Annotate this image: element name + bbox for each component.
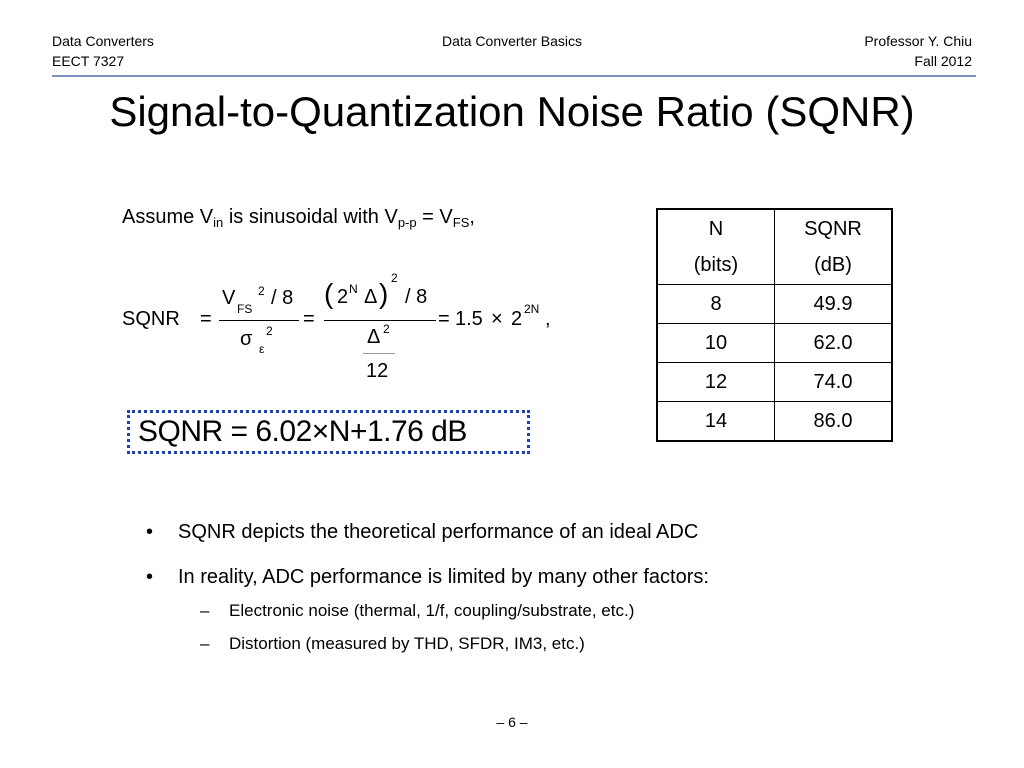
- eq-sq-1: 2: [258, 284, 265, 298]
- cell-sqnr: 86.0: [775, 402, 893, 442]
- eq-div8-2: / 8: [405, 286, 428, 308]
- eq-fs-sub: FS: [237, 302, 253, 316]
- course-name: Data Converters: [52, 33, 154, 49]
- eq-delta-2: Δ: [367, 326, 381, 348]
- table-header-row: [657, 209, 892, 285]
- eq-sq-4: 2: [383, 322, 390, 336]
- table-row: [657, 402, 892, 442]
- lecture-topic: Data Converter Basics: [441, 33, 583, 49]
- eq-equals-2: =: [303, 308, 315, 330]
- table-row: [657, 324, 892, 363]
- sub-bullet-item: Electronic noise (thermal, 1/f, coupling/substrate, etc.): [229, 601, 635, 620]
- boxed-sqnr-formula: [127, 410, 530, 454]
- eq-result-coef: 1.5: [455, 308, 483, 330]
- eq-rparen: ): [379, 278, 389, 309]
- cell-sqnr: 62.0: [775, 324, 893, 363]
- eq-v: V: [222, 287, 236, 309]
- eq-twelve: 12: [366, 360, 389, 382]
- bullet-item: SQNR depicts the theoretical performance of an ideal ADC: [178, 521, 699, 543]
- cell-n: 10: [657, 324, 775, 363]
- sub-bullet-item: Distortion (measured by THD, SFDR, IM3, etc.): [229, 634, 585, 653]
- eq-result-base: 2: [511, 308, 523, 330]
- eq-div8-1: / 8: [271, 287, 294, 309]
- dash-marker: –: [200, 601, 210, 620]
- fraction-bar-3: [363, 353, 395, 354]
- slide-title: Signal-to-Quantization Noise Ratio (SQNR): [109, 88, 915, 135]
- header-sqnr-db: [775, 209, 893, 285]
- instructor-name: Professor Y. Chiu: [864, 33, 972, 49]
- cell-sqnr: 74.0: [775, 363, 893, 402]
- table-row: [657, 363, 892, 402]
- assume-sub-pp: p-p: [397, 215, 417, 230]
- header-sqnr: SQNR: [804, 218, 862, 240]
- eq-lparen: (: [324, 278, 334, 309]
- eq-times: ×: [491, 308, 503, 330]
- fraction-bar-2: [324, 320, 436, 321]
- assume-eq: = V: [416, 206, 453, 228]
- eq-lhs: SQNR: [122, 308, 180, 330]
- bullet-marker: •: [146, 566, 154, 588]
- cell-n: 14: [657, 402, 775, 442]
- header-db: (dB): [814, 254, 852, 276]
- course-code: EECT 7327: [52, 53, 125, 69]
- eq-equals-3: =: [438, 308, 450, 330]
- bullet-item: In reality, ADC performance is limited by many other factors:: [178, 566, 709, 588]
- assume-mid: is sinusoidal with V: [223, 206, 398, 228]
- page-number: – 6 –: [496, 714, 528, 730]
- table-row: [657, 285, 892, 324]
- cell-sqnr: 49.9: [775, 285, 893, 324]
- eq-exp-2N: 2N: [524, 302, 540, 316]
- dash-marker: –: [200, 634, 210, 653]
- sqnr-table: [656, 208, 893, 442]
- eq-sup-N: N: [349, 282, 358, 296]
- sqnr-formula-text: SQNR = 6.02×N+1.76 dB: [138, 415, 467, 448]
- cell-n: 12: [657, 363, 775, 402]
- assume-sub-fs: FS: [452, 215, 470, 230]
- eq-comma: ,: [545, 308, 551, 330]
- eq-eps: ε: [259, 342, 265, 356]
- assume-post: ,: [469, 206, 475, 228]
- bullet-marker: •: [146, 521, 154, 543]
- assumption-text: [122, 206, 475, 230]
- header-n-bits: [657, 209, 775, 285]
- header-divider: [52, 75, 976, 77]
- assume-sub-in: in: [213, 215, 224, 230]
- term: Fall 2012: [914, 53, 972, 69]
- header-n: N: [708, 218, 724, 240]
- eq-delta: Δ: [364, 286, 378, 308]
- eq-equals-1: =: [200, 308, 212, 330]
- assume-pre: Assume V: [122, 206, 214, 228]
- eq-two: 2: [337, 286, 349, 308]
- cell-n: 8: [657, 285, 775, 324]
- eq-sq-3: 2: [391, 271, 398, 285]
- eq-sigma: σ: [240, 328, 253, 350]
- eq-sq-2: 2: [266, 324, 273, 338]
- fraction-bar-1: [219, 320, 299, 321]
- header-bits: (bits): [693, 254, 739, 276]
